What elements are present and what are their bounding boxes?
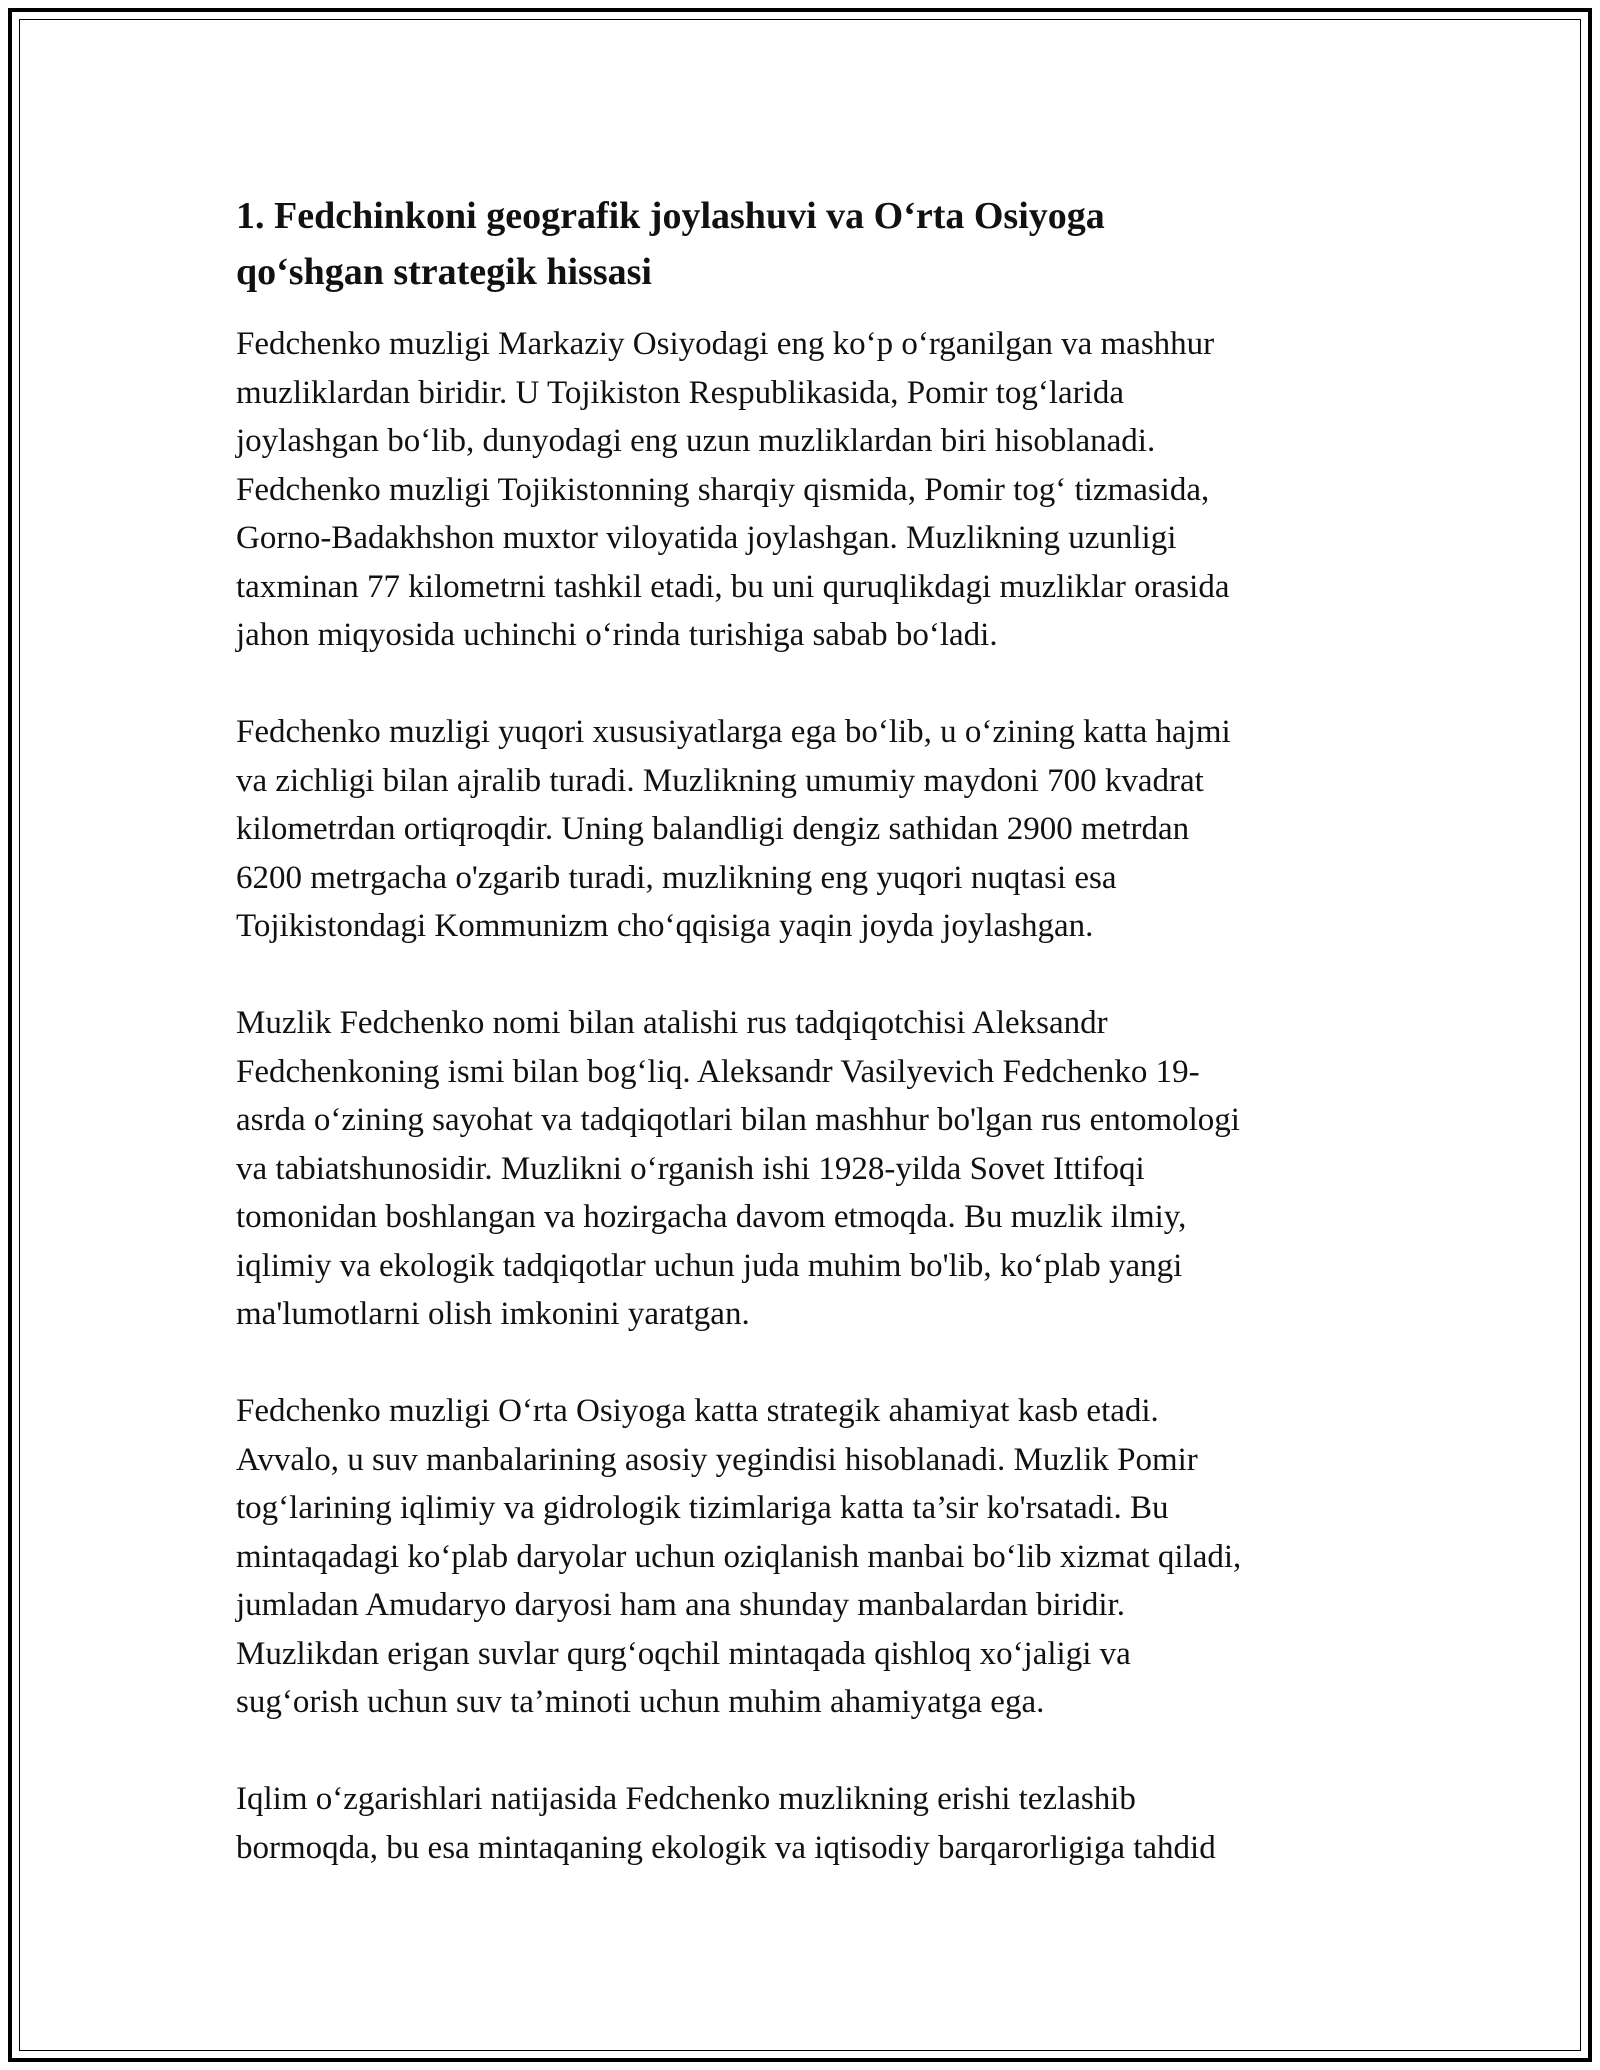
paragraph-strategic-importance: Fedchenko muzligi O‘rta Osiyoga katta strategik ahamiyat kasb etadi. Avvalo, u suv manbalarining asosiy yegindisi hisoblanadi. Muzlik Pomir tog‘larining iqlimiy va gidrologik tizimlariga katta ta’sir ko'rsatadi. Bu mintaqadagi ko‘plab daryolar uchun oziqlanish manbai bo‘lib xizmat qiladi, jumladan Amudaryo daryosi ham ana shunday manbalardan biridir. Muzlikdan erigan suvlar qurg‘oqchil mintaqada qishloq xo‘jaligi va sug‘orish uchun suv ta’minoti uchun muhim ahamiyatga ega. [236, 1393, 1242, 1720]
paragraph-characteristics: Fedchenko muzligi yuqori xususiyatlarga ega bo‘lib, u o‘zining katta hajmi va zichligi bilan ajralib turadi. Muzlikning umumiy maydoni 700 kvadrat kilometrdan ortiqroqdir. Uning balandligi dengiz sathidan 2900 metrdan 6200 metrgacha o'zgarib turadi, muzlikning eng yuqori nuqtasi esa Tojikistondagi Kommunizm cho‘qqisiga yaqin joyda joylashgan. [236, 714, 1231, 944]
page-title: 1. Fedchinkoni geografik joylashuvi va O‘rta Osiyoga qo‘shgan strategik hissasi [236, 195, 1105, 293]
paragraph-climate-change: Iqlim o‘zgarishlari natijasida Fedchenko muzlikning erishi tezlashib bormoqda, bu esa mintaqaning ekologik va iqtisodiy barqarorligiga tahdid [236, 1781, 1216, 1866]
paragraph-history: Muzlik Fedchenko nomi bilan atalishi rus tadqiqotchisi Aleksandr Fedchenkoning ismi bilan bog‘liq. Aleksandr Vasilyevich Fedchenko 19- asrda o‘zining sayohat va tadqiqotlari bilan mashhur bo'lgan rus entomologi va tabiatshunosidir. Muzlikni o‘rganish ishi 1928-yilda Sovet Ittifoqi tomonidan boshlangan va hozirgacha davom etmoqda. Bu muzlik ilmiy, iqlimiy va ekologik tadqiqotlar uchun juda muhim bo'lib, ko‘plab yangi ma'lumotlarni olish imkonini yaratgan. [236, 1005, 1240, 1332]
document-body [236, 188, 1366, 1921]
paragraph-geography: Fedchenko muzligi Markaziy Osiyodagi eng ko‘p o‘rganilgan va mashhur muzliklardan biridir. U Tojikiston Respublikasida, Pomir tog‘larida joylashgan bo‘lib, dunyodagi eng uzun muzliklardan biri hisoblanadi. Fedchenko muzligi Tojikistonning sharqiy qismida, Pomir tog‘ tizmasida, Gorno-Badakhshon muxtor viloyatida joylashgan. Muzlikning uzunligi taxminan 77 kilometrni tashkil etadi, bu uni quruqlikdagi muzliklar orasida jahon miqyosida uchinchi o‘rinda turishiga sabab bo‘ladi. [236, 326, 1230, 653]
